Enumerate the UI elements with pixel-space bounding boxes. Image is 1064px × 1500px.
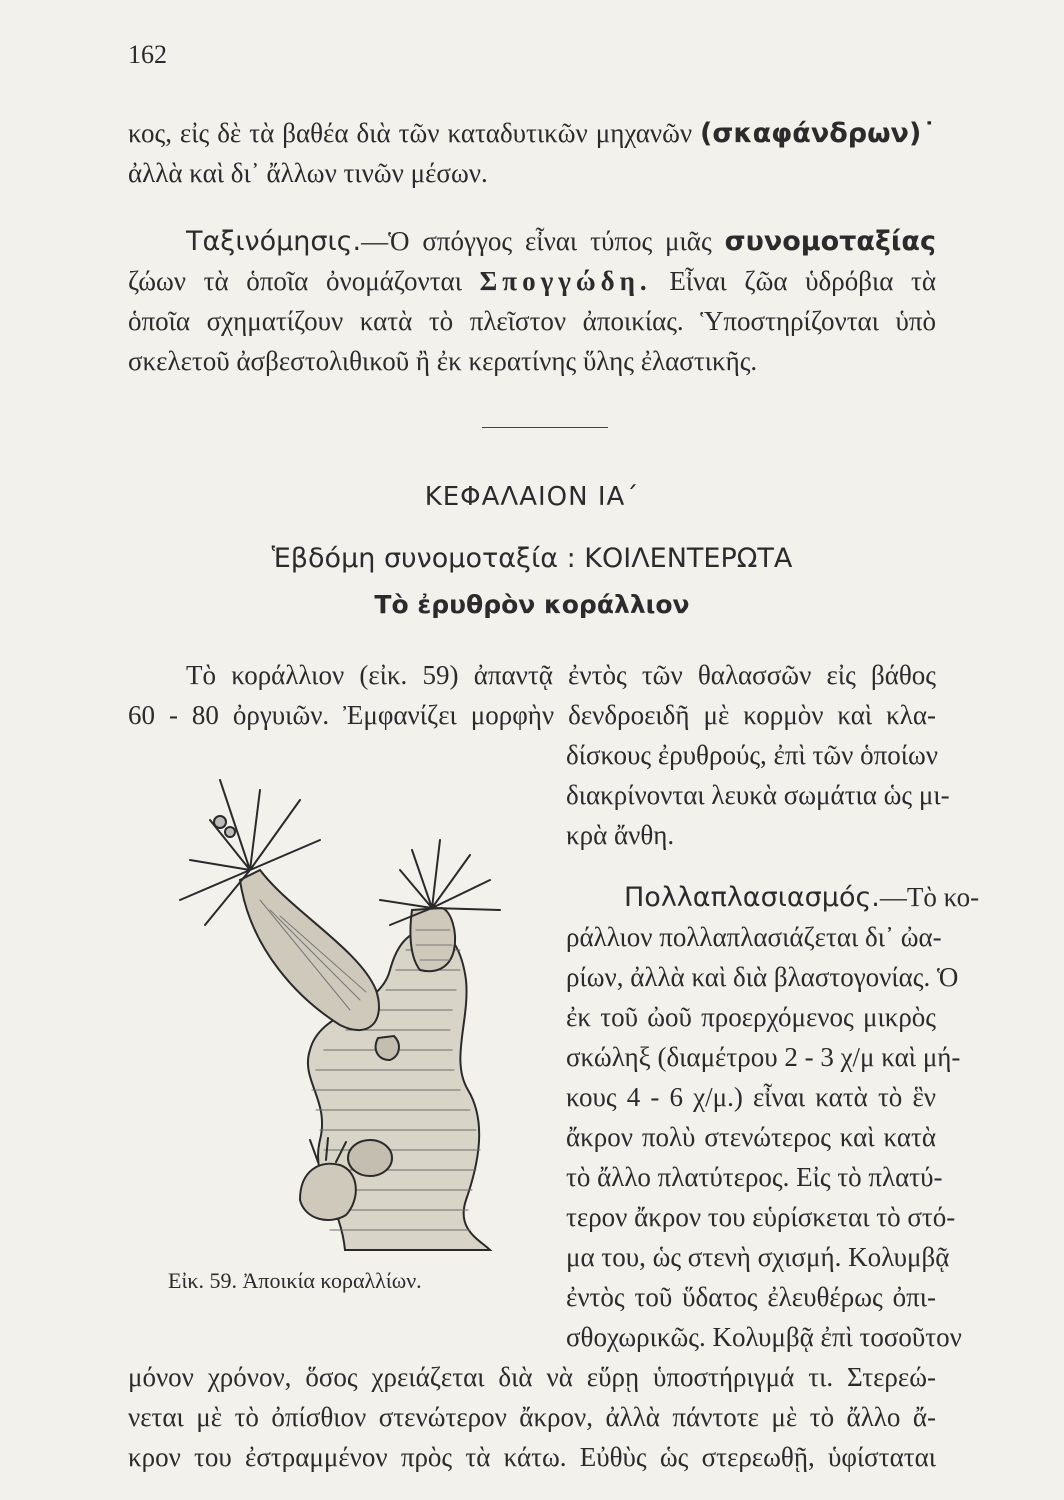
text-line: τὸ ἄλλο πλατύτερος. Εἰς τὸ πλατύ-: [566, 1162, 943, 1192]
text-line: [128, 266, 936, 297]
text-line: σθοχωρικῶς. Κολυμβᾷ ἐπὶ τοσοῦτον: [566, 1322, 962, 1352]
text-line: σκώληξ (διαμέτρου 2 - 3 χ/μ καὶ μή-: [566, 1042, 961, 1072]
text-line: κρον του ἐστραμμένον πρὸς τὰ κάτω. Εὐθὺς ὡς στερεωθῇ, ὑφίσταται: [128, 1442, 936, 1472]
text-line: [624, 882, 980, 913]
figure-caption: Εἰκ. 59. Ἀποικία κοραλλίων.: [168, 1268, 422, 1293]
text-span: Εἶναι ζῶα ὑδρόβια τὰ: [669, 266, 937, 296]
text-line: 60 - 80 ὀργυιῶν. Ἐμφανίζει μορφὴν δενδροειδῆ μὲ κορμὸν καὶ κλα-: [128, 700, 936, 730]
coral-colony-illustration: [150, 760, 550, 1270]
text-line: δίσκους ἐρυθρούς, ἐπὶ τῶν ὁποίων: [566, 740, 938, 770]
chapter-title: ΚΕΦΑΛΑΙΟΝ ΙΑ΄: [424, 482, 640, 512]
text-line: ράλλιον πολλαπλασιάζεται δι᾿ ὠα-: [566, 922, 942, 952]
text-line: ἐκ τοῦ ὠοῦ προερχόμενος μικρὸς: [566, 1002, 936, 1032]
chapter-subtitle: Ἑβδόμη συνομοταξία : ΚΟΙΛΕΝΤΕΡΩΤΑ: [271, 543, 793, 574]
bold-term: συνομοταξίας: [724, 226, 936, 257]
page-number: 162: [128, 40, 167, 69]
text-span: —Ὁ σπόγγος εἶναι τύπος μιᾶς: [361, 226, 712, 256]
text-line: τερον ἄκρον του εὑρίσκεται τὸ στό-: [566, 1202, 956, 1232]
text-line: μόνον χρόνον, ὅσος χρειάζεται διὰ νὰ εὕρῃ ὑποστήριγμά τι. Στερεώ-: [128, 1362, 936, 1392]
text-span: κος, εἰς δὲ τὰ βαθέα διὰ τῶν καταδυτικῶν μηχανῶν: [128, 118, 693, 148]
text-span: —Τὸ κο-: [879, 882, 980, 912]
text-line: σκελετοῦ ἀσβεστολιθικοῦ ἢ ἐκ κερατίνης ὕλης ἐλαστικῆς.: [128, 346, 758, 376]
text-line: Τὸ κοράλλιον (εἰκ. 59) ἀπαντᾷ ἐντὸς τῶν θαλασσῶν εἰς βάθος: [186, 660, 936, 690]
text-line: ἐντὸς τοῦ ὕδατος ἐλευθέρως ὀπι-: [566, 1282, 936, 1312]
text-line: κους 4 - 6 χ/μ.) εἶναι κατὰ τὸ ἓν: [566, 1082, 936, 1112]
text-line: μα του, ὡς στενὴ σχισμή. Κολυμβᾷ: [566, 1242, 950, 1272]
text-line: διακρίνονται λευκὰ σωμάτια ὡς μι-: [566, 780, 950, 810]
spaced-term: Σπογγώδη.: [479, 266, 652, 296]
text-line: κρὰ ἄνθη.: [566, 820, 675, 850]
section-heading: Τὸ ἐρυθρὸν κοράλλιον: [374, 590, 690, 619]
text-line: [186, 226, 936, 257]
section-term: Πολλαπλασιασμός.: [624, 882, 880, 913]
text-span: ζώων τὰ ὁποῖα ὀνομάζονται: [128, 266, 462, 296]
bold-term: (σκαφάνδρων)˙: [700, 118, 937, 149]
text-line: [128, 118, 936, 149]
section-term: Ταξινόμησις.: [186, 226, 362, 257]
text-line: ἄκρον πολὺ στενώτερος καὶ κατὰ: [566, 1122, 936, 1152]
text-line: ὁποῖα σχηματίζουν κατὰ τὸ πλεῖστον ἀποικίας. Ὑποστηρίζονται ὑπὸ: [128, 306, 936, 336]
section-divider: [482, 427, 608, 428]
text-line: νεται μὲ τὸ ὀπίσθιον στενώτερον ἄκρον, ἀλλὰ πάντοτε μὲ τὸ ἄλλο ἄ-: [128, 1402, 936, 1432]
text-line: ἀλλὰ καὶ δι᾿ ἄλλων τινῶν μέσων.: [128, 158, 488, 188]
text-line: ρίων, ἀλλὰ καὶ διὰ βλαστογονίας. Ὁ: [566, 962, 959, 992]
